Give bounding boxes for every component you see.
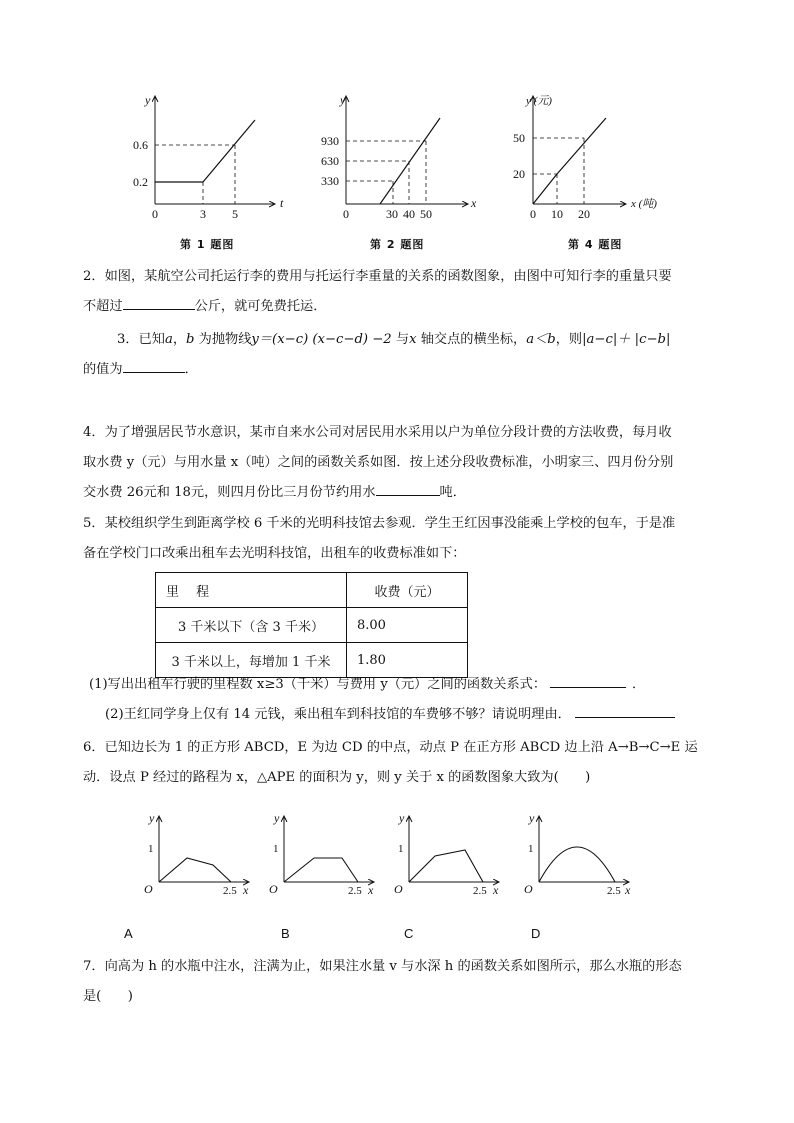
opt-c-origin: O [394, 882, 403, 896]
question-2 [83, 262, 713, 322]
option-b-graph [262, 808, 387, 903]
opt-c-end: 2.5 [473, 885, 487, 897]
opt-d-y-label: y [529, 811, 535, 825]
q2-answer-blank[interactable] [123, 295, 195, 310]
opt-d-end: 2.5 [607, 885, 621, 897]
q5-line-2: 备在学校门口改乘出租车去光明科技馆，出租车的收费标准如下： [83, 546, 466, 561]
q5-sub-1: (1)写出出租车行驶的里程数 x≥3（千米）与费用 y（元）之间的函数关系式： ． [83, 670, 713, 700]
question-4 [83, 418, 713, 508]
fig4-caption: 第 4 题图 [568, 238, 623, 251]
fig1-x-tick: 5 [232, 207, 238, 221]
question-5-sub [83, 670, 713, 730]
fig2-y-tick: 330 [321, 174, 339, 188]
q6-line-1: 6．已知边长为 1 的正方形 ABCD，E 为边 CD 的中点，动点 P 在正方形 ABCD 边上沿 A→B→C→E 运 [83, 740, 698, 755]
table-cell: 3 千米以下（含 3 千米） [156, 608, 347, 643]
option-c-graph [387, 808, 512, 903]
fig1-y-tick: 0.6 [133, 138, 148, 152]
table-header-cell: 收费（元） [347, 573, 468, 608]
opt-b-x-label: x [368, 883, 374, 897]
fig1-origin: 0 [152, 207, 158, 221]
opt-d-one: 1 [528, 843, 534, 855]
q5-sub-2: (2)王红同学身上仅有 14 元钱，乘出租车到科技馆的车费够不够？请说明理由． [83, 700, 713, 730]
fig4-x-tick: 20 [578, 207, 590, 221]
question-5 [83, 509, 713, 569]
fig1-y-label: y [145, 93, 151, 107]
fig2-caption: 第 2 题图 [370, 238, 425, 251]
figure-1-graph [125, 88, 295, 228]
table-row [156, 608, 468, 643]
q3-expression: |a−c|＋ |c−b| [582, 332, 671, 347]
fig4-y-tick: 20 [513, 167, 525, 181]
opt-a-x-label: x [243, 883, 249, 897]
q5-sub1-answer-blank[interactable] [550, 673, 626, 688]
table-header-cell: 里 程 [156, 573, 347, 608]
fig2-x-tick: 50 [420, 207, 432, 221]
fig2-y-tick: 630 [321, 154, 339, 168]
question-7 [83, 952, 713, 1012]
option-a-label[interactable]: A [124, 926, 133, 941]
table-cell: 3 千米以上，每增加 1 千米 [156, 643, 347, 678]
option-a-graph [137, 808, 262, 903]
q4-answer-blank[interactable] [376, 481, 440, 496]
opt-b-one: 1 [273, 843, 279, 855]
table-header-row [156, 573, 468, 608]
fig1-x-tick: 3 [200, 207, 206, 221]
option-c-label[interactable]: C [404, 926, 414, 941]
opt-a-one: 1 [148, 843, 154, 855]
opt-c-one: 1 [398, 843, 404, 855]
fare-table [155, 572, 468, 678]
fig4-x-label: x (吨) [631, 198, 657, 210]
figure-4-graph [508, 88, 698, 228]
fig2-origin: 0 [343, 207, 349, 221]
q2-line-2: 不超过 公斤，就可免费托运． [83, 292, 713, 322]
opt-d-origin: O [524, 882, 533, 896]
question-6 [83, 733, 713, 793]
q2-line-1: 2．如图，某航空公司托运行李的费用与托运行李重量的关系的函数图象，由图中可知行李的重量只要 [83, 269, 672, 284]
q4-line-3: 交水费 26元和 18元，则四月份比三月份节约用水 吨． [83, 478, 713, 508]
opt-a-origin: O [144, 882, 153, 896]
q4-line-1: 4．为了增强居民节水意识，某市自来水公司对居民用水采用以户为单位分段计费的方法收费，每月收 [83, 425, 672, 440]
table-cell: 1.80 [347, 643, 468, 678]
fig4-origin: 0 [530, 207, 536, 221]
fig4-y-tick: 50 [513, 131, 525, 145]
fig1-caption: 第 1 题图 [180, 238, 235, 251]
fig4-y-label: y (元) [526, 95, 552, 107]
q7-line-2: 是( ) [83, 989, 133, 1004]
q6-line-2: 动．设点 P 经过的路程为 x，△APE 的面积为 y，则 y 关于 x 的函数图象大致为( ) [83, 770, 591, 785]
q3-answer-blank[interactable] [123, 358, 185, 373]
opt-b-end: 2.5 [348, 885, 362, 897]
q5-line-1: 5．某校组织学生到距离学校 6 千米的光明科技馆去参观．学生王红因事没能乘上学校的包车，于是准 [83, 516, 676, 531]
fig2-x-tick: 30 [386, 207, 398, 221]
opt-a-end: 2.5 [223, 885, 237, 897]
opt-b-origin: O [269, 882, 278, 896]
figure-2-graph [318, 88, 488, 228]
table-cell: 8.00 [347, 608, 468, 643]
fig2-x-label: x [471, 196, 477, 210]
opt-c-y-label: y [399, 811, 405, 825]
opt-a-y-label: y [149, 811, 155, 825]
question-3 [83, 325, 713, 385]
option-d-graph [517, 808, 642, 903]
option-b-label[interactable]: B [281, 926, 290, 941]
q3-line-2: 的值为 ． [83, 355, 713, 385]
opt-d-x-label: x [625, 883, 631, 897]
fig4-x-tick: 10 [551, 207, 563, 221]
q7-line-1: 7．向高为 h 的水瓶中注水，注满为止，如果注水量 v 与水深 h 的函数关系如图所示，那么水瓶的形态 [83, 959, 682, 974]
opt-b-y-label: y [274, 811, 280, 825]
fig2-y-tick: 930 [321, 134, 339, 148]
q3-equation: y＝(x−c) (x−c−d) −2 [251, 332, 392, 347]
q3-line-1: 3．已知a，b 为抛物线y＝(x−c) (x−c−d) −2 与x 轴交点的横坐标，a＜b，则|a−c|＋ |c−b| [117, 332, 671, 347]
fig2-y-label: y [340, 93, 346, 107]
q5-sub2-answer-blank[interactable] [575, 703, 675, 718]
fig2-x-tick: 40 [403, 207, 415, 221]
q4-line-2: 取水费 y（元）与用水量 x（吨）之间的函数关系如图．按上述分段收费标准，小明家三、四月份分别 [83, 455, 674, 470]
opt-c-x-label: x [493, 883, 499, 897]
option-d-label[interactable]: D [531, 926, 541, 941]
fig1-y-tick: 0.2 [133, 175, 148, 189]
fig1-x-label: t [280, 196, 284, 210]
